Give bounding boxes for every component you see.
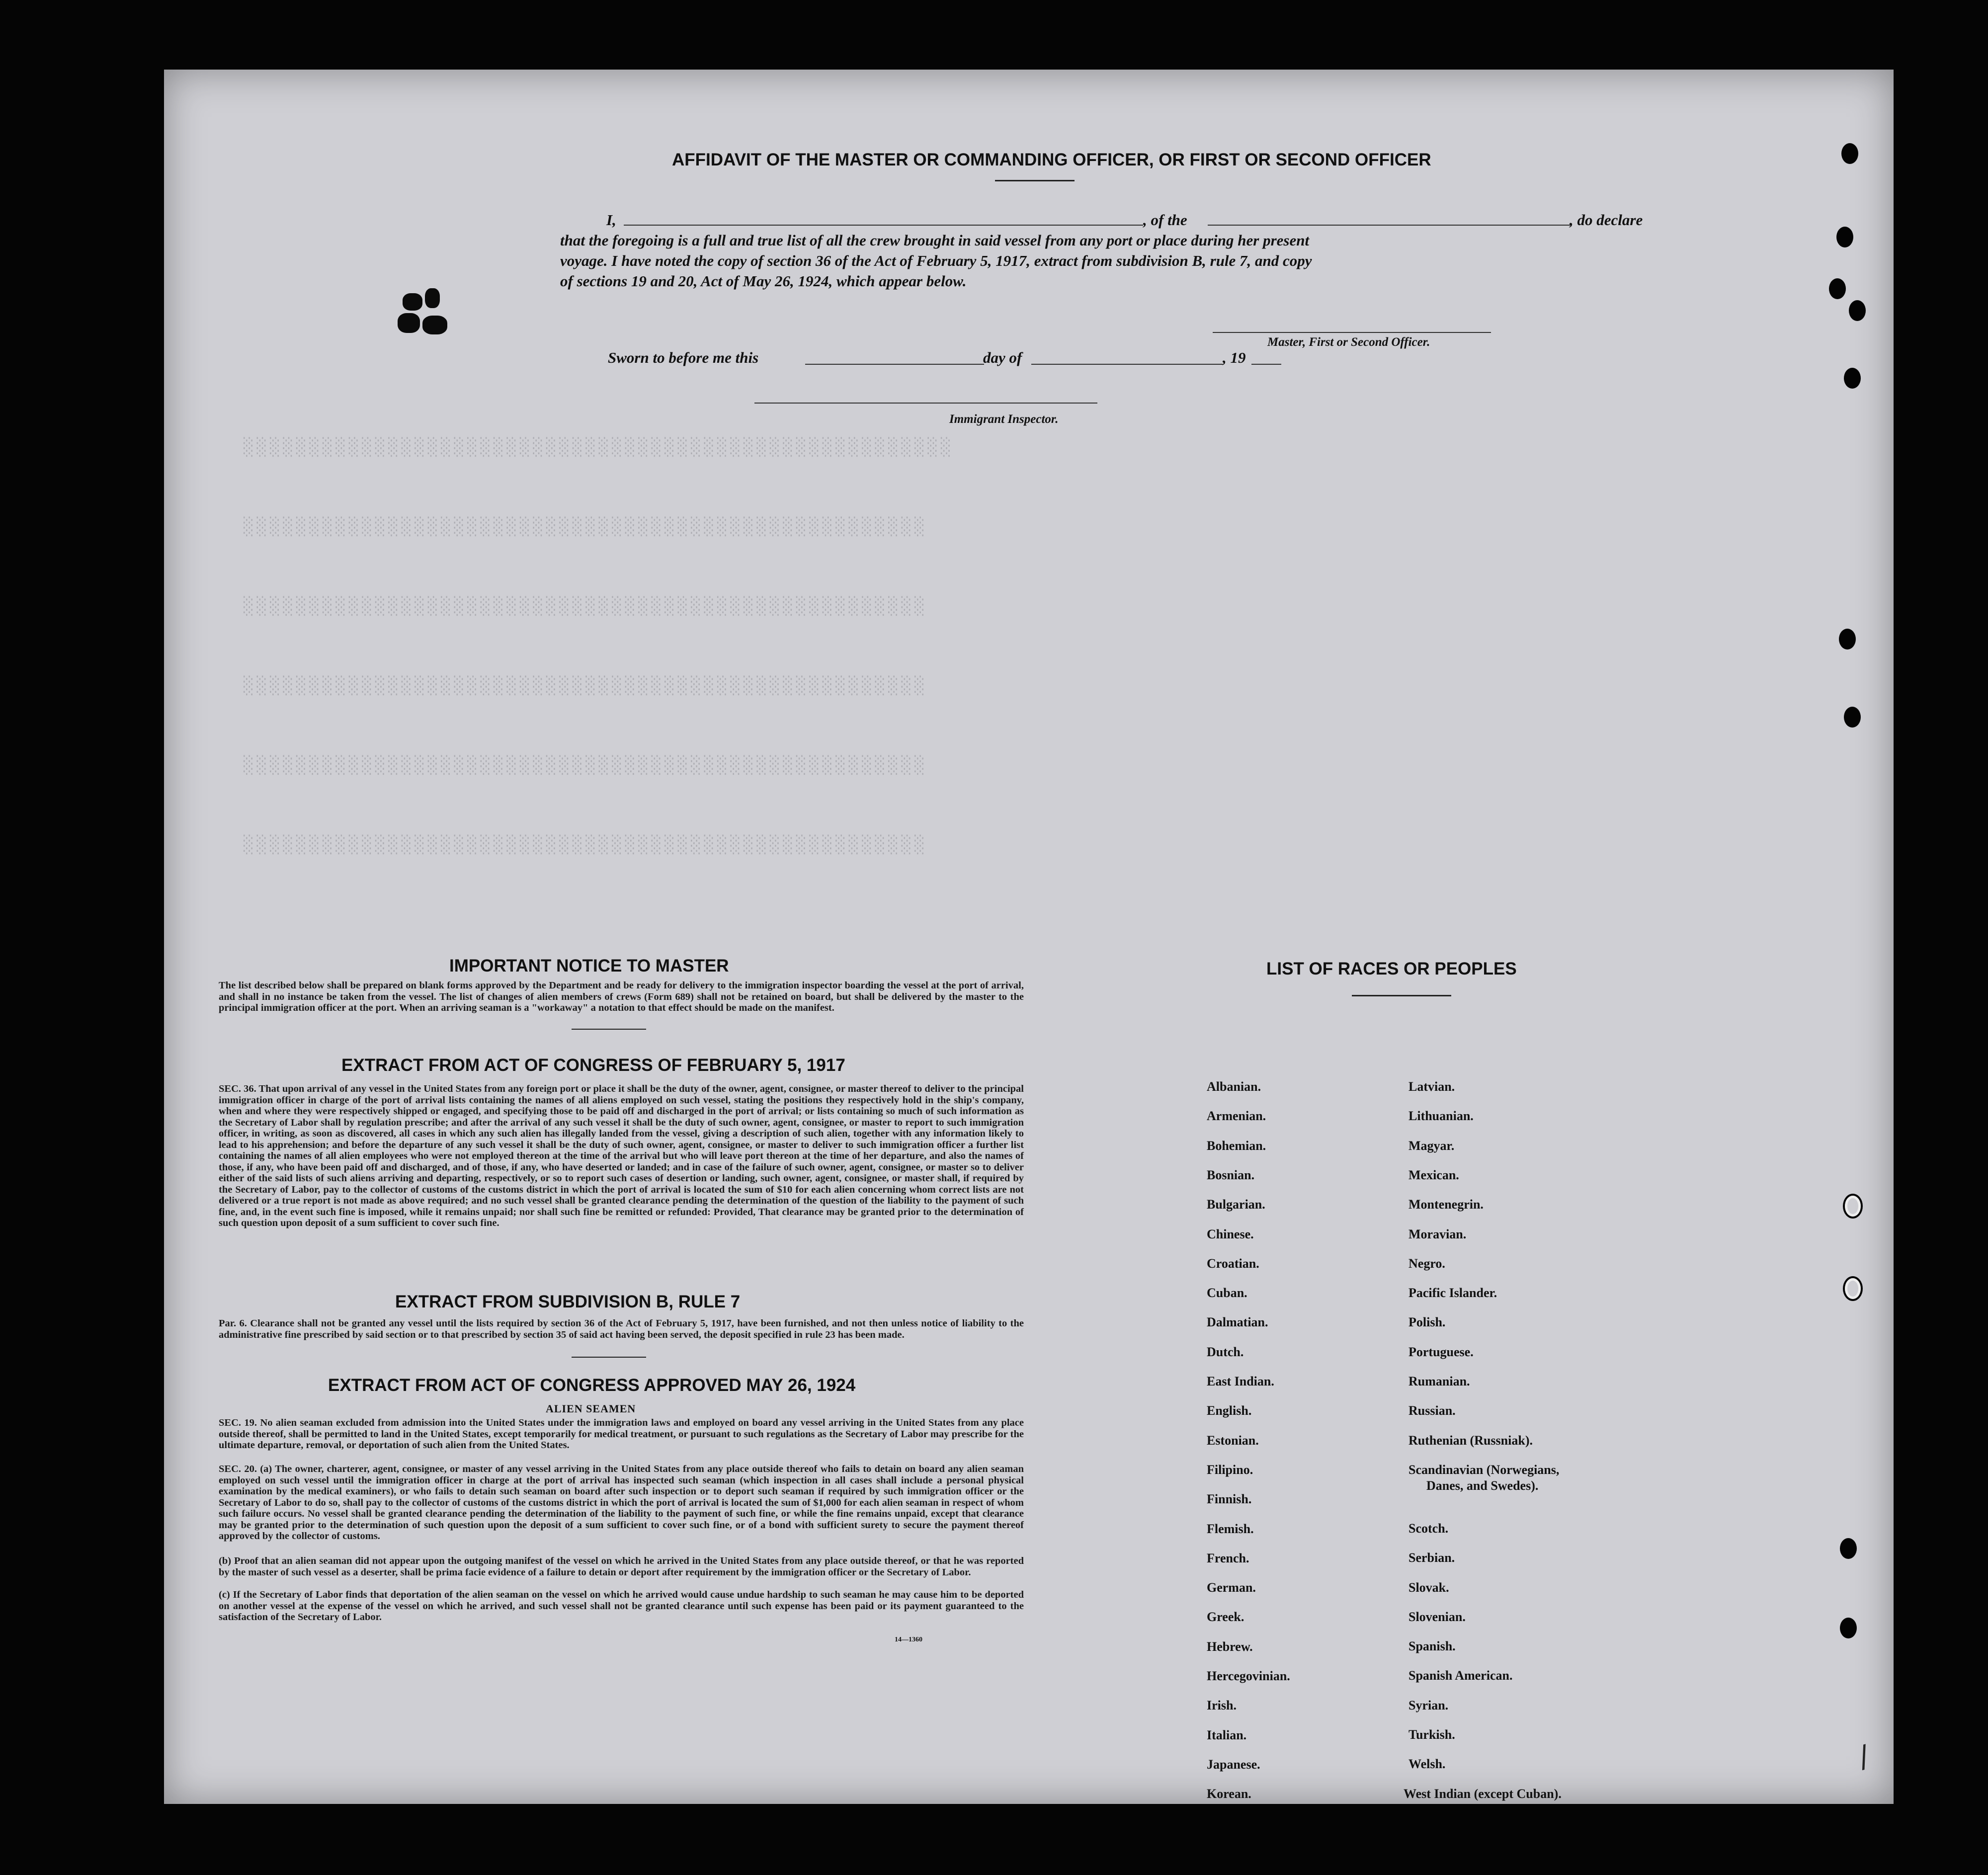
- extract-1924-title: EXTRACT FROM ACT OF CONGRESS APPROVED MAY 26, 1924: [328, 1376, 856, 1395]
- race-item: Spanish.: [1408, 1639, 1456, 1654]
- binder-hole: [1839, 629, 1856, 650]
- notice-rule: [572, 1029, 646, 1030]
- affidavit-line4: of sections 19 and 20, Act of May 26, 1924, which appear below.: [560, 272, 967, 290]
- races-title: LIST OF RACES OR PEOPLES: [1266, 959, 1517, 978]
- rule7-title: EXTRACT FROM SUBDIVISION B, RULE 7: [395, 1292, 741, 1311]
- sec20c-text: (c) If the Secretary of Labor finds that deportation of the alien seaman on the vessel on which he arrived would cause undue hardship to such seaman he may cause him to be deported on another vessel at the expense of the vessel on which he arrived, and such vessel shall not be granted clearance until such expense has been paid or its payment guaranteed to the satisfaction of the Secretary of Labor.: [219, 1589, 1024, 1623]
- affidavit-line3: voyage. I have noted the copy of section 36 of the Act of February 5, 1917, extract from subdivision B, rule 7, and copy: [560, 252, 1312, 269]
- sec20a-text: SEC. 20. (a) The owner, charterer, agent, consignee, or master of any vessel arriving in the United States from any place outside thereof who fails to detain on board any alien seaman employed on such vessel until the immigration officer in charge at the port of arrival has inspected such seaman (which inspection in all cases shall include a personal physical examination by the medical examiners), or who fails to detain such seaman on board after such inspection or to deport such seaman if required by such immigration officer or the Secretary of Labor to do so, shall pay to the collector of customs of the customs district in which the port of arrival is located the sum of $1,000 for each alien seaman in respect of whom such failure occurs. No vessel shall be granted clearance pending the determination of the liability to the payment of such fine, or while the fine remains unpaid, except that clearance may be granted prior to the determination of such question upon the deposit of a sum sufficient to cover such fine, or of a bond with sufficient surety to secure the payment thereof approved by the collector of customs.: [219, 1464, 1024, 1542]
- race-item: Croatian.: [1207, 1256, 1259, 1271]
- bleed-through-text: ░░░░░░░░░░░░░░░░░░░░░░░░░░░░░░░░░░░░░░░░░░░░░░░░░░░░: [244, 835, 928, 855]
- handwritten-mark: /: [1854, 1738, 1873, 1775]
- race-item: Hercegovinian.: [1207, 1669, 1290, 1683]
- rule7-rule: [572, 1357, 646, 1358]
- affidavit-of-the: , of the: [1143, 211, 1187, 229]
- bleed-through-text: ░░░░░░░░░░░░░░░░░░░░░░░░░░░░░░░░░░░░░░░░░░░░░░░░░░░░: [244, 755, 928, 775]
- race-item: Irish.: [1207, 1698, 1237, 1713]
- race-item: Italian.: [1207, 1727, 1247, 1742]
- binder-hole: [1840, 1538, 1857, 1559]
- race-item: Bohemian.: [1207, 1138, 1266, 1153]
- form-sheet: [164, 70, 1894, 1804]
- race-item: Bosnian.: [1207, 1167, 1255, 1182]
- binder-hole: [1841, 143, 1858, 164]
- rule7-text: Par. 6. Clearance shall not be granted any vessel until the lists required by section 36 of the Act of February 5, 1917, have been furnished, and not then unless notice of liability to the administrative fine prescribed by said section or to that prescribed by section 35 of said act having been served, the deposit specified in rule 23 has been made.: [219, 1318, 1024, 1340]
- race-item: Syrian.: [1408, 1698, 1449, 1712]
- races-rule: [1352, 995, 1451, 996]
- bleed-through-text: ░░░░░░░░░░░░░░░░░░░░░░░░░░░░░░░░░░░░░░░░░░░░░░░░░░░░: [244, 596, 928, 616]
- binder-hole: [1840, 1618, 1857, 1638]
- signature-caption: Master, First or Second Officer.: [1267, 335, 1430, 349]
- race-item: Slovak.: [1408, 1580, 1449, 1595]
- ink-stamp-mark: [398, 288, 452, 338]
- binder-hole: [1849, 300, 1866, 321]
- affidavit-title: AFFIDAVIT OF THE MASTER OR COMMANDING OFFICER, OR FIRST OR SECOND OFFICER: [672, 150, 1431, 169]
- race-item: English.: [1207, 1403, 1252, 1418]
- race-item: Slovenian.: [1408, 1609, 1466, 1624]
- race-item: Welsh.: [1408, 1757, 1446, 1772]
- race-item: Latvian.: [1408, 1079, 1455, 1094]
- notice-title: IMPORTANT NOTICE TO MASTER: [449, 956, 729, 976]
- signature-line: [1213, 332, 1491, 333]
- race-item: Turkish.: [1408, 1727, 1455, 1742]
- inspector-line: [754, 403, 1097, 404]
- binder-hole: [1844, 707, 1861, 728]
- race-item: Moravian.: [1408, 1226, 1467, 1241]
- race-item: Serbian.: [1408, 1550, 1455, 1565]
- race-item: Dutch.: [1207, 1344, 1244, 1359]
- race-item: Chinese.: [1207, 1226, 1254, 1241]
- bleed-through-text: ░░░░░░░░░░░░░░░░░░░░░░░░░░░░░░░░░░░░░░░░░░░░░░░░░░░░: [244, 676, 928, 696]
- race-item: Scotch.: [1408, 1521, 1449, 1536]
- extract-1917-text: SEC. 36. That upon arrival of any vessel in the United States from any foreign port or place it shall be the duty of the owner, agent, consignee, or master thereof to deliver to the principal immigration officer in charge of the port of arrival lists containing the names of all aliens employed on such vessel, stating the positions they respectively hold in the ship's company, when and where they were respectively shipped or engaged, and specifying those to be paid off and discharged in the port of arrival; or lists containing so much of such information as the Secretary of Labor shall by regulation prescribe; and after the arrival of any such vessel it shall be the duty of such owner, agent, consignee, or master to report to such immigration officer, in writing, as soon as discovered, all cases in which any such alien has illegally landed from the vessel, giving a description of such alien, together with any information likely to lead to his apprehension; and before the departure of any such vessel it shall be the duty of such owner, agent, consignee, or master to deliver to such immigration officer a further list containing the names of all alien employees who were not employed thereon at the time of the arrival but who will leave port thereon at the time of her departure, and also the names of those, if any, who have been paid off and discharged, and of those, if any, who have deserted or landed; and in case of the failure of such owner, agent, consignee, or master so to deliver either of the said lists of such aliens arriving and departing, respectively, or so to report such cases of desertion or landing, such owner, agent, consignee, or master shall, if required by the Secretary of Labor, pay to the collector of customs of the customs district in which the port of arrival is located the sum of $10 for each alien concerning whom correct lists are not delivered or a true report is not made as above required; and no such vessel shall be granted clearance pending the determination of the question of the liability to the payment of such fine, and, in the event such fine is imposed, while it remains unpaid; nor shall such fine be remitted or refunded: Provided, That clearance may be granted prior to the determination of such question upon deposit of a sum sufficient to cover such fine.: [219, 1083, 1024, 1228]
- race-item: Greek.: [1207, 1610, 1244, 1625]
- race-item: Pacific Islander.: [1408, 1286, 1497, 1301]
- race-item: Cuban.: [1207, 1286, 1247, 1301]
- year-text: , 19: [1223, 349, 1246, 366]
- month-blank: [1031, 364, 1223, 365]
- race-item: Japanese.: [1207, 1757, 1260, 1772]
- race-item: Rumanian.: [1408, 1374, 1470, 1388]
- day-of-text: day of: [983, 349, 1022, 366]
- race-item: Hebrew.: [1207, 1639, 1253, 1654]
- notice-text: The list described below shall be prepared on blank forms approved by the Department and be ready for delivery to the immigration inspector boarding the vessel at the port of arrival, and shall in no instance be taken from the vessel. The list of changes of alien members of crews (Form 689) shall not be retained on board, but shall be delivered by the master to the principal immigration officer at the port. When an arriving seaman is a "workaway" a notation to that effect should be made on the manifest.: [219, 980, 1024, 1013]
- sworn-text: Sworn to before me this: [608, 349, 759, 366]
- race-item: Flemish.: [1207, 1521, 1254, 1536]
- alien-seamen-subtitle: ALIEN SEAMEN: [546, 1402, 636, 1415]
- inspector-caption: Immigrant Inspector.: [949, 412, 1059, 426]
- binder-hole: [1829, 278, 1846, 299]
- race-item: Russian.: [1408, 1403, 1456, 1418]
- race-item: Albanian.: [1207, 1079, 1261, 1094]
- race-item: Bulgarian.: [1207, 1197, 1265, 1212]
- vessel-blank: [1208, 225, 1571, 226]
- race-item: Korean.: [1207, 1787, 1251, 1801]
- form-number: 14—1360: [895, 1636, 922, 1643]
- race-item: Danes, and Swedes).: [1426, 1478, 1539, 1493]
- race-item: Spanish American.: [1408, 1668, 1513, 1683]
- binder-hole: [1845, 1196, 1861, 1217]
- race-item: Magyar.: [1408, 1138, 1455, 1153]
- binder-hole: [1845, 1278, 1861, 1299]
- year-blank: [1251, 364, 1281, 365]
- binder-hole: [1836, 227, 1853, 247]
- race-item: Estonian.: [1207, 1433, 1259, 1448]
- race-item: Armenian.: [1207, 1109, 1266, 1124]
- race-item: West Indian (except Cuban).: [1404, 1786, 1562, 1801]
- race-item: Finnish.: [1207, 1492, 1252, 1507]
- race-item: East Indian.: [1207, 1374, 1274, 1388]
- race-item: Dalmatian.: [1207, 1315, 1268, 1330]
- race-item: Lithuanian.: [1408, 1109, 1474, 1124]
- race-item: Ruthenian (Russniak).: [1408, 1433, 1533, 1448]
- title-rule: [995, 180, 1075, 181]
- affidavit-do-declare: , do declare: [1570, 211, 1643, 229]
- binder-hole: [1844, 368, 1861, 389]
- sec19-text: SEC. 19. No alien seaman excluded from admission into the United States under the immigration laws and employed on board any vessel arriving in the United States from any place outside thereof, shall be permitted to land in the United States, except temporarily for medical treatment, or pursuant to such regulations as the Secretary of Labor may prescribe for the ultimate departure, removal, or deportation of such alien from the United States.: [219, 1417, 1024, 1451]
- bleed-through-text: ░░░░░░░░░░░░░░░░░░░░░░░░░░░░░░░░░░░░░░░░░░░░░░░░░░░░░░: [244, 437, 954, 457]
- bleed-through-text: ░░░░░░░░░░░░░░░░░░░░░░░░░░░░░░░░░░░░░░░░░░░░░░░░░░░░: [244, 517, 928, 537]
- affidavit-line2: that the foregoing is a full and true list of all the crew brought in said vessel from any port or place during her present: [560, 232, 1310, 249]
- race-item: Negro.: [1408, 1256, 1445, 1271]
- race-item: Mexican.: [1408, 1167, 1459, 1182]
- name-blank: [624, 225, 1143, 226]
- race-item: Filipino.: [1207, 1462, 1253, 1477]
- race-item: Montenegrin.: [1408, 1197, 1484, 1212]
- extract-1917-title: EXTRACT FROM ACT OF CONGRESS OF FEBRUARY 5, 1917: [341, 1056, 845, 1075]
- affidavit-i: I,: [606, 211, 616, 229]
- race-item: Polish.: [1408, 1315, 1446, 1330]
- race-item: French.: [1207, 1550, 1249, 1565]
- race-item: Portuguese.: [1408, 1344, 1474, 1359]
- race-item: German.: [1207, 1580, 1256, 1595]
- race-item: Scandinavian (Norwegians,: [1408, 1462, 1560, 1477]
- sworn-day-blank: [805, 364, 984, 365]
- sec20b-text: (b) Proof that an alien seaman did not appear upon the outgoing manifest of the vessel on which he arrived in the United States from any place outside thereof, or that he was reported by the master of such vessel as a deserter, shall be prima facie evidence of a failure to detain or deport after requirement by the immigration officer or the Secretary of Labor.: [219, 1555, 1024, 1578]
